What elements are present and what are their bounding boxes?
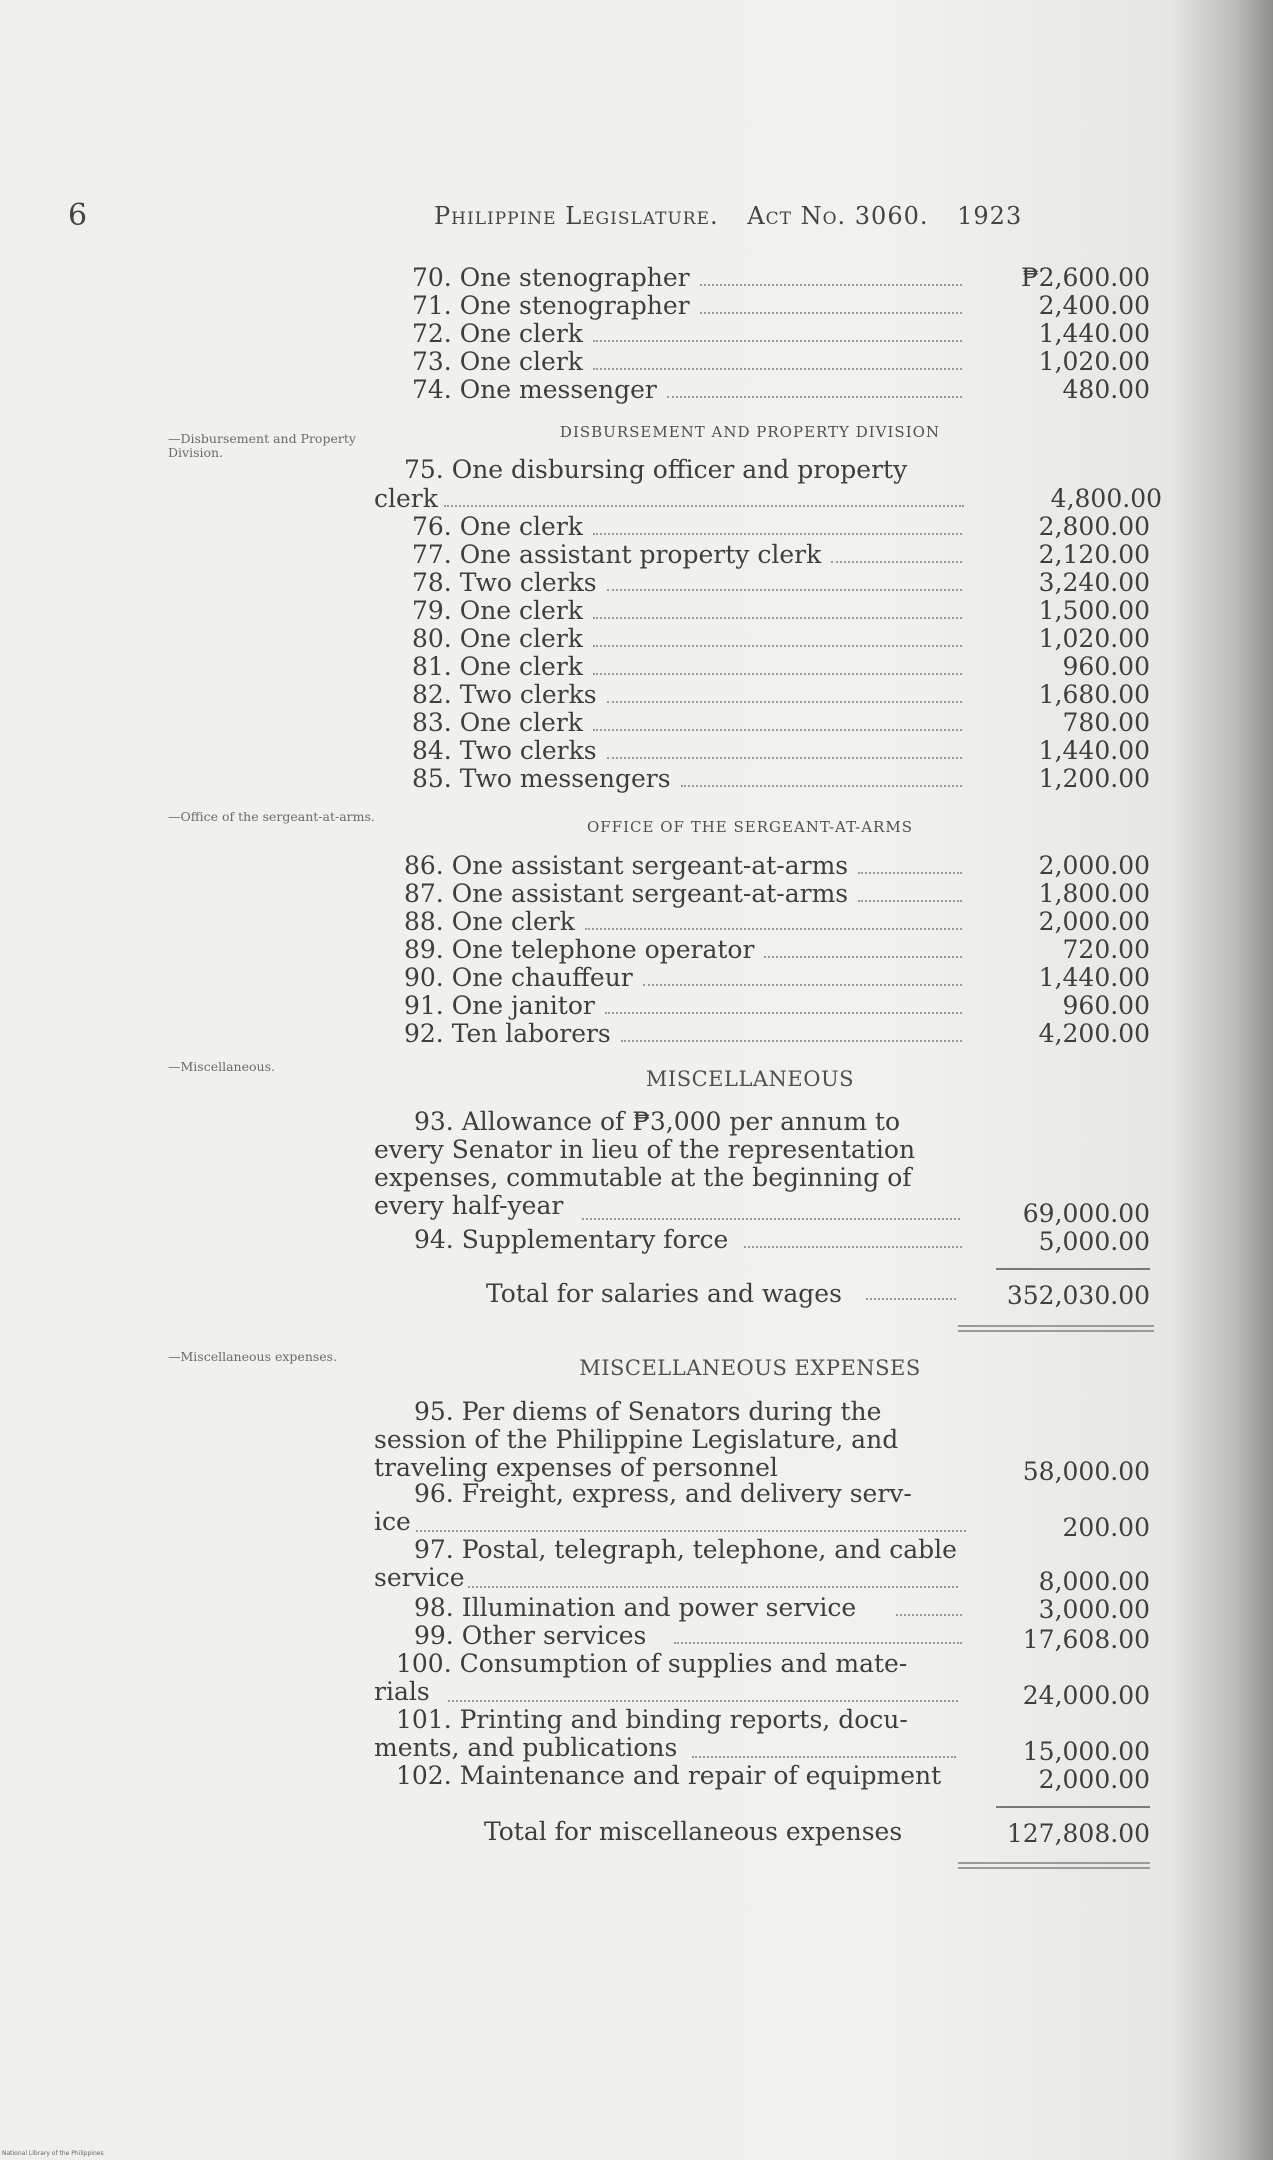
- running-head-year: 1923: [957, 202, 1023, 230]
- item-row: [404, 908, 1150, 936]
- margin-note-disbursement: —Disbursement and Property Division.: [168, 431, 356, 460]
- margin-note-miscellaneous: —Miscellaneous.: [168, 1059, 275, 1074]
- item-label: 85. Two messengers: [412, 764, 671, 793]
- item-93-amount: 69,000.00: [1022, 1199, 1150, 1228]
- leader-dots: [593, 533, 962, 535]
- item-amount: 4,200.00: [1038, 1019, 1150, 1048]
- leader-dots: [593, 645, 962, 647]
- item-102-row: 102. Maintenance and repair of equipment: [396, 1761, 942, 1790]
- item-label: 72. One clerk: [412, 319, 583, 348]
- section-heading-disbursement: DISBURSEMENT AND PROPERTY DIVISION: [559, 423, 941, 441]
- item-amount: 2,120.00: [1038, 540, 1150, 569]
- item-row: [412, 597, 1150, 625]
- leader-dots: [674, 1642, 962, 1644]
- item-label: 92. Ten laborers: [404, 1019, 611, 1048]
- leader-dots: [744, 1246, 962, 1248]
- item-96-amount: 200.00: [1062, 1513, 1150, 1542]
- leader-dots: [667, 396, 962, 398]
- leader-dots: [444, 505, 964, 507]
- item-row: [412, 569, 1150, 597]
- leader-dots: [700, 284, 962, 286]
- item-amount: 1,440.00: [1038, 963, 1150, 992]
- item-label: 88. One clerk: [404, 907, 575, 936]
- item-amount: 2,000.00: [1038, 907, 1150, 936]
- total-salaries-label: Total for salaries and wages: [486, 1279, 842, 1308]
- leader-dots: [468, 1586, 958, 1588]
- item-row: [412, 292, 1150, 320]
- item-row: [404, 964, 1150, 992]
- item-amount: 780.00: [1062, 708, 1150, 737]
- leader-dots: [448, 1700, 958, 1702]
- total-salaries-amount: 352,030.00: [1006, 1281, 1150, 1310]
- item-amount: 2,800.00: [1038, 512, 1150, 541]
- item-row: [404, 852, 1150, 880]
- running-head-title: Philippine Legislature.: [434, 202, 719, 230]
- item-row: [412, 709, 1150, 737]
- item-99-row: 99. Other services: [414, 1622, 962, 1650]
- leader-dots: [605, 1012, 962, 1014]
- page-number: 6: [68, 198, 88, 233]
- item-amount: 2,400.00: [1038, 291, 1150, 320]
- section-heading-sergeant: OFFICE OF THE SERGEANT-AT-ARMS: [587, 818, 913, 836]
- item-label: 81. One clerk: [412, 652, 583, 681]
- leader-dots: [621, 1040, 962, 1042]
- leader-dots: [593, 617, 962, 619]
- item-101-text: 101. Printing and binding reports, docu- ments, and publications: [374, 1705, 908, 1762]
- leader-dots: [866, 1298, 956, 1300]
- item-row: [412, 513, 1150, 541]
- leader-dots: [692, 1756, 956, 1758]
- leader-dots: [593, 340, 962, 342]
- leader-dots: [681, 785, 962, 787]
- item-amount: 960.00: [1062, 652, 1150, 681]
- leader-dots: [607, 757, 962, 759]
- item-row: [412, 625, 1150, 653]
- section-heading-misc-expenses: MISCELLANEOUS EXPENSES: [579, 1356, 921, 1380]
- total-double-rule: [958, 1325, 1154, 1332]
- total-double-rule: [958, 1862, 1150, 1869]
- item-row: [412, 765, 1150, 793]
- item-label: 77. One assistant property clerk: [412, 540, 822, 569]
- item-row: [404, 1020, 1150, 1048]
- item-row: [404, 880, 1150, 908]
- item-amount: ₱2,600.00: [1021, 263, 1150, 292]
- leader-dots: [858, 872, 962, 874]
- running-head-act: Act No. 3060.: [747, 202, 929, 230]
- leader-dots: [643, 984, 962, 986]
- item-label: 91. One janitor: [404, 991, 595, 1020]
- item-row: [404, 936, 1150, 964]
- item-97-amount: 8,000.00: [1038, 1567, 1150, 1596]
- leader-dots: [593, 368, 962, 370]
- item-amount: 960.00: [1062, 991, 1150, 1020]
- total-misc-expenses-label: Total for miscellaneous expenses: [484, 1817, 903, 1846]
- item-98-row: 98. Illumination and power service: [414, 1594, 962, 1622]
- leader-dots: [896, 1614, 962, 1616]
- item-amount: 480.00: [1062, 375, 1150, 404]
- item-label: 86. One assistant sergeant-at-arms: [404, 851, 849, 880]
- total-rule: [996, 1806, 1150, 1808]
- leader-dots: [593, 729, 962, 731]
- item-97-text: 97. Postal, telegraph, telephone, and cable service: [374, 1535, 957, 1592]
- item-96-text: 96. Freight, express, and delivery serv- ice: [374, 1479, 912, 1536]
- item-102-amount: 2,000.00: [1038, 1765, 1150, 1794]
- item-label: 79. One clerk: [412, 596, 583, 625]
- item-100-text: 100. Consumption of supplies and mate- rials: [374, 1649, 908, 1706]
- item-label: 73. One clerk: [412, 347, 583, 376]
- item-label: 71. One stenographer: [412, 291, 690, 320]
- item-amount: 720.00: [1062, 935, 1150, 964]
- item-amount: 1,800.00: [1038, 879, 1150, 908]
- item-label: 89. One telephone operator: [404, 935, 755, 964]
- leader-dots: [416, 1530, 966, 1532]
- item-row: [412, 737, 1150, 765]
- item-label: 84. Two clerks: [412, 736, 597, 765]
- leader-dots: [585, 928, 962, 930]
- section-heading-miscellaneous: MISCELLANEOUS: [645, 1067, 855, 1091]
- item-amount: 1,020.00: [1038, 347, 1150, 376]
- item-95-amount: 58,000.00: [1022, 1457, 1150, 1486]
- item-93-text: 93. Allowance of ₱3,000 per annum to every Senator in lieu of the representation expenses, commutable at the beginning of every half-year: [374, 1107, 916, 1220]
- total-misc-expenses-amount: 127,808.00: [1006, 1819, 1150, 1848]
- leader-dots: [607, 701, 962, 703]
- running-head: [434, 202, 1042, 230]
- item-row: [412, 681, 1150, 709]
- leader-dots: [764, 956, 962, 958]
- footer-credit: National Library of the Philippines: [2, 2150, 104, 2157]
- item-label: 70. One stenographer: [412, 263, 690, 292]
- margin-note-misc-expenses: —Miscellaneous expenses.: [168, 1349, 338, 1364]
- item-75-line2: clerk 4,800.00: [374, 484, 1162, 513]
- item-row: [412, 348, 1150, 376]
- item-row: [404, 992, 1150, 1020]
- leader-dots: [831, 561, 962, 563]
- total-rule: [996, 1268, 1150, 1270]
- item-98-amount: 3,000.00: [1038, 1595, 1150, 1624]
- item-row: [412, 541, 1150, 569]
- item-label: 76. One clerk: [412, 512, 583, 541]
- item-amount: 1,680.00: [1038, 680, 1150, 709]
- leader-dots: [607, 589, 962, 591]
- item-row: [412, 320, 1150, 348]
- item-label: 90. One chauffeur: [404, 963, 633, 992]
- item-94-amount: 5,000.00: [1038, 1227, 1150, 1256]
- item-amount: 1,440.00: [1038, 319, 1150, 348]
- item-amount: 1,020.00: [1038, 624, 1150, 653]
- leader-dots: [582, 1218, 960, 1220]
- item-row: [412, 264, 1150, 292]
- leader-dots: [593, 673, 962, 675]
- item-label: 83. One clerk: [412, 708, 583, 737]
- leader-dots: [700, 312, 962, 314]
- item-101-amount: 15,000.00: [1022, 1737, 1150, 1766]
- item-94-row: 94. Supplementary force: [414, 1226, 962, 1254]
- item-amount: 2,000.00: [1038, 851, 1150, 880]
- item-label: 78. Two clerks: [412, 568, 597, 597]
- margin-note-sergeant: —Office of the sergeant-at-arms.: [168, 809, 375, 824]
- item-75-line1: 75. One disbursing officer and property: [404, 455, 908, 484]
- item-amount: 3,240.00: [1038, 568, 1150, 597]
- item-95-text: 95. Per diems of Senators during the session of the Philippine Legislature, and traveling expenses of personnel: [374, 1397, 899, 1482]
- item-amount: 1,500.00: [1038, 596, 1150, 625]
- item-label: 87. One assistant sergeant-at-arms: [404, 879, 849, 908]
- item-amount: 1,440.00: [1038, 736, 1150, 765]
- item-100-amount: 24,000.00: [1022, 1681, 1150, 1710]
- item-75-amount: 4,800.00: [1050, 484, 1162, 513]
- item-label: 80. One clerk: [412, 624, 583, 653]
- item-99-amount: 17,608.00: [1022, 1625, 1150, 1654]
- item-label: 74. One messenger: [412, 375, 657, 404]
- leader-dots: [858, 900, 962, 902]
- item-row: [412, 376, 1150, 404]
- item-row: [412, 653, 1150, 681]
- item-label: 82. Two clerks: [412, 680, 597, 709]
- item-amount: 1,200.00: [1038, 764, 1150, 793]
